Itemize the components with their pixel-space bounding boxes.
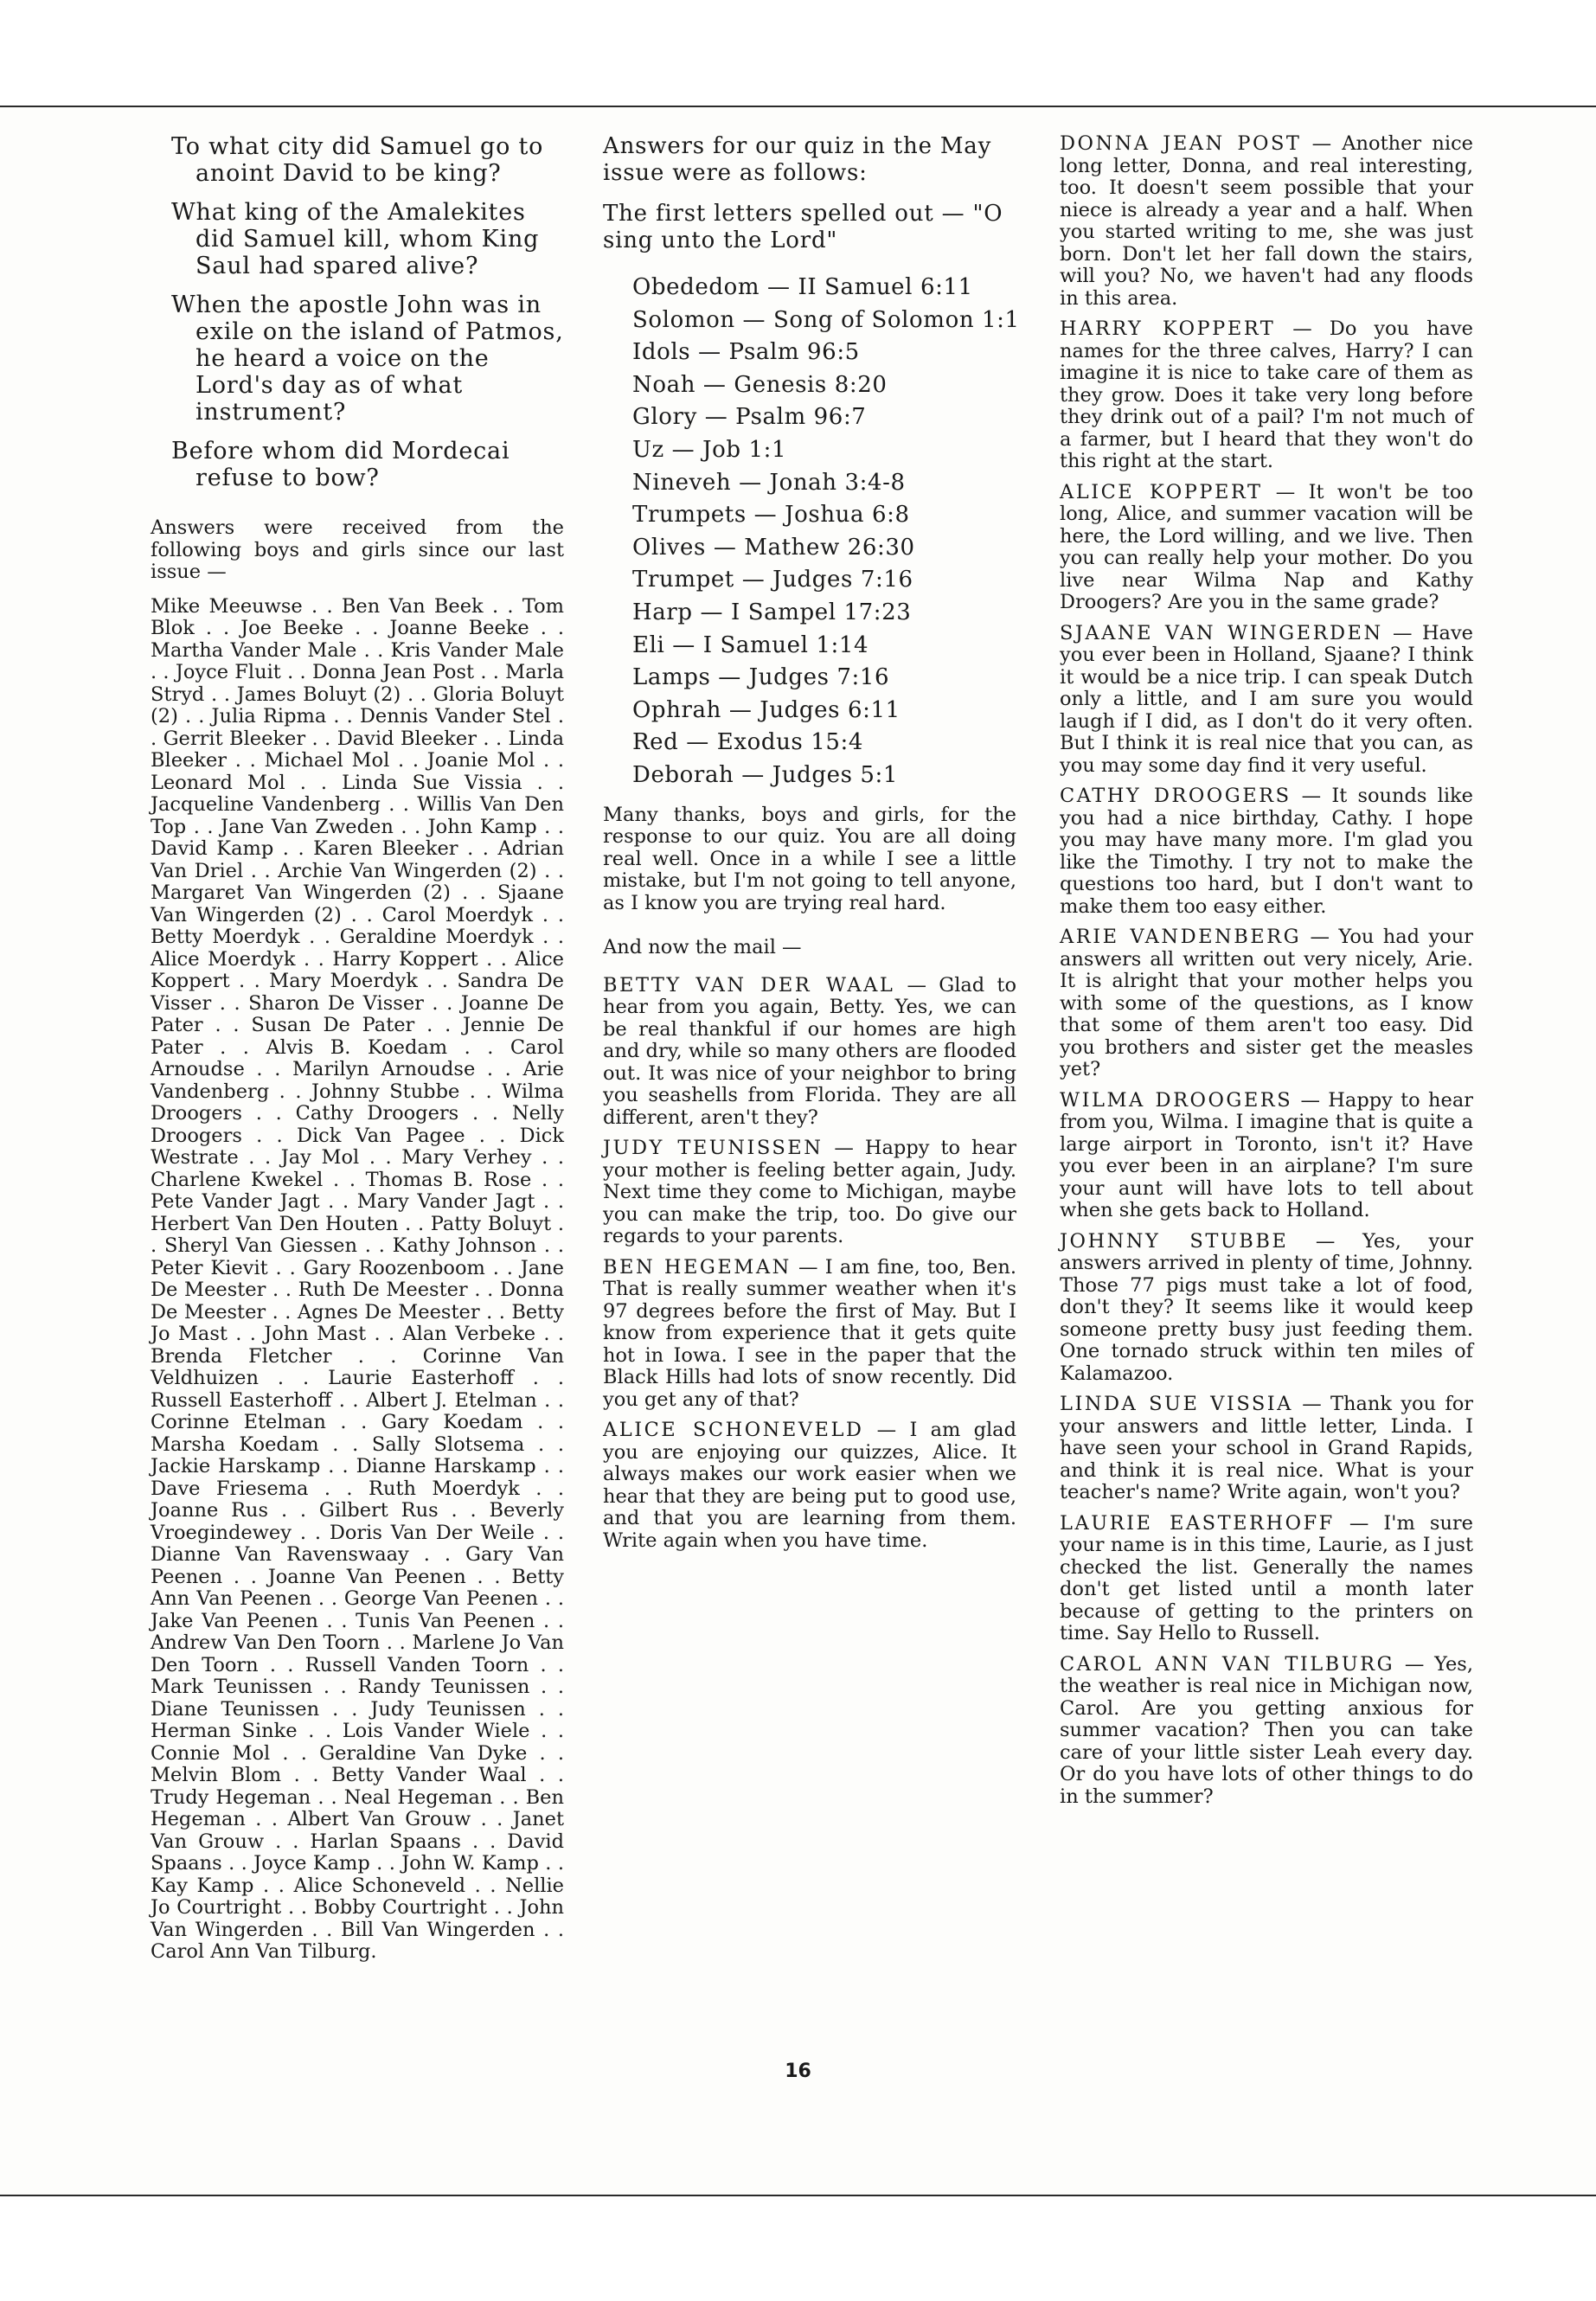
answer-item: Trumpet — Judges 7:16	[632, 567, 913, 593]
names-list: Mike Meeuwse . . Ben Van Beek . . Tom Blok . . Joe Beeke . . Joanne Beeke . . Martha Vander Male . . Kris Vander Male . . Joyce Fluit . . Donna Jean Post . . Marla Stryd . . James Boluyt (2) . . Gloria Boluyt (2) . . Julia Ripma . . Dennis Vander Stel . . Gerrit Bleeker . . David Bleeker . . Linda Bleeker . . Michael Mol . . Joanie Mol . . Leonard Mol . . Linda Sue Vissia . . Jacqueline Vandenberg . . Willis Van Den Top . . Jane Van Zweden . . John Kamp . . David Kamp . . Karen Bleeker . . Adrian Van Driel . . Archie Van Wingerden (2) . . Margaret Van Wingerden (2) . . Sjaane Van Wingerden (2) . . Carol Moerdyk . . Betty Moerdyk . . Geraldine Moerdyk . . Alice Moerdyk . . Harry Koppert . . Alice Koppert . . Mary Moerdyk . . Sandra De Visser . . Sharon De Visser . . Joanne De Pater . . Susan De Pater . . Jennie De Pater . . Alvis B. Koedam . . Carol Arnoudse . . Marilyn Arnoudse . . Arie Vandenberg . . Johnny Stubbe . . Wilma Droogers . . Cathy Droogers . . Nelly Droogers . . Dick Van Pagee . . Dick Westrate . . Jay Mol . . Mary Verhey . . Charlene Kwekel . . Thomas B. Rose . . Pete Vander Jagt . . Mary Vander Jagt . . Herbert Van Den Houten . . Patty Boluyt . . Sheryl Van Giessen . . Kathy Johnson . . Peter Kievit . . Gary Roozenboom . . Jane De Meester . . Ruth De Meester . . Donna De Meester . . Agnes De Meester . . Betty Jo Mast . . John Mast . . Alan Verbeke . . Brenda Fletcher . . Corinne Van Veldhuizen . . Laurie Easterhoff . . Russell Easterhoff . . Albert J. Etelman . . Corinne Etelman . . Gary Koedam . . Marsha Koedam . . Sally Slotsema . . Jackie Harskamp . . Dianne Harskamp . . Dave Friesema . . Ruth Moerdyk . . Joanne Rus . . Gilbert Rus . . Beverly Vroegindewey . . Doris Van Der Weile . . Dianne Van Ravenswaay . . Gary Van Peenen . . Joanne Van Peenen . . Betty Ann Van Peenen . . George Van Peenen . . Jake Van Peenen . . Tunis Van Peenen . . Andrew Van Den Toorn . . Marlene Jo Van Den Toorn . . Russell Vanden Toorn . . Mark Teunissen . . Randy Teunissen . . Diane Teunissen . . Judy Teunissen . . Herman Sinke . . Lois Vander Wiele . . Connie Mol . . Geraldine Van Dyke . . Melvin Blom . . Betty Vander Waal . . Trudy Hegeman . . Neal Hegeman . . Ben Hegeman . . Albert Van Grouw . . Janet Van Grouw . . Harlan Spaans . . David Spaans . . Joyce Kamp . . John W. Kamp . . Kay Kamp . . Alice Schoneveld . . Nellie Jo Courtright . . Bobby Courtright . . John Van Wingerden . . Bill Van Wingerden . . Carol Ann Van Tilburg.	[151, 594, 564, 1963]
answer-item: Solomon — Song of Solomon 1:1	[632, 306, 1020, 333]
answer-item: Nineveh — Jonah 3:4-8	[632, 469, 906, 496]
letter-recipient: CAROL ANN VAN TILBURG	[1060, 1652, 1395, 1676]
column-right	[1060, 133, 1473, 1817]
letter-recipient: LINDA SUE VISSIA	[1060, 1393, 1293, 1415]
letter-text: Yes, the weather is real nice in Michigan now, Carol. Are you getting anxious for summer vacation? Then you can take care of your little sister Leah every day. Or do you have lots of other things to do in the summer?	[1060, 1652, 1473, 1808]
answer-item: Idols — Psalm 96:5	[632, 339, 860, 366]
letter: LINDA SUE VISSIA — Thank you for your answers and little letter, Linda. I have seen your school in Grand Rapids, and think it is real nice. What is your teacher's name? Write again, won't you?	[1060, 1393, 1473, 1503]
letter: ALICE SCHONEVELD — I am glad you are enjoying our quizzes, Alice. It always makes our work easier when we hear that they are being put to good use, and that you are learning from them. Write again when you have time.	[603, 1419, 1016, 1552]
letter-text: You had your answers all written out very nicely, Arie. It is alright that your mother helps you with some of the questions, as I know that some of them aren't too easy. Did you brothers and sister get the measles yet?	[1060, 926, 1473, 1080]
answer-item: Eli — I Samuel 1:14	[632, 631, 869, 658]
letter: LAURIE EASTERHOFF — I'm sure your name is in this time, Laurie, as I just checked the list. Generally the names don't get listed until a month later because of getting to the printers on time. Say Hello to Russell.	[1060, 1511, 1474, 1644]
letter-text: Do you have names for the three calves, Harry? I can imagine it is nice to take care of them as they grow. Does it take very long before they drink out of a pail? I'm not much of a farmer, but I heard that they won't do this right at the start.	[1060, 317, 1474, 472]
answer-item: Red — Exodus 15:4	[632, 729, 864, 756]
letter-text: Glad to hear from you again, Betty. Yes, we can be real thankful if our homes are high and dry, while so many others are flooded out. It was nice of your neighbor to bring you seashells from Florida. They are all different, aren't they?	[603, 973, 1016, 1129]
letter-recipient: HARRY KOPPERT	[1060, 317, 1276, 340]
answer-item: Noah — Genesis 8:20	[632, 371, 888, 398]
answer-item: Lamps — Judges 7:16	[632, 664, 890, 691]
letter: JOHNNY STUBBE — Yes, your answers arrived in plenty of time, Johnny. Those 77 pigs must take a lot of food, don't they? It seems like it would keep someone pretty busy just feeding them. One tornado struck within ten miles of Kalamazoo.	[1060, 1229, 1473, 1385]
letter-text: I am glad you are enjoying our quizzes, Alice. It always makes our work easier when we hear that they are being put to good use, and that you are learning from them. Write again when you have time.	[603, 1419, 1016, 1552]
page-number: 16	[785, 2061, 811, 2082]
letter-text: Yes, your answers arrived in plenty of time, Johnny. Those 77 pigs must take a lot of food, don't they? It seems like it would keep someone pretty busy just feeding them. One tornado struck within ten miles of Kalamazoo.	[1060, 1229, 1473, 1385]
letter-recipient: ARIE VANDENBERG	[1060, 926, 1302, 948]
answers-received-intro: Answers were received from the following boys and girls since our last issue —	[151, 516, 564, 583]
letter-text: It won't be too long, Alice, and summer vacation will be here, the Lord willing, and we live. Then you can really help your mother. Do you live near Wilma Nap and Kathy Droogers? Are you in the same grade?	[1060, 480, 1473, 613]
first-letters-note: The first letters spelled out — "O sing unto the Lord"	[603, 201, 1003, 253]
letter-recipient: CATHY DROOGERS	[1060, 785, 1292, 807]
quiz-question: When the apostle John was in exile on the island of Patmos, he heard a voice on the Lord's day as of what instrument?	[171, 292, 564, 426]
letter: WILMA DROOGERS — Happy to hear from you, Wilma. I imagine that is quite a large airport in Toronto, isn't it? Have you ever been in an airplane? I'm sure your aunt will have lots to tell about when she gets back to Holland.	[1060, 1088, 1473, 1221]
letter-recipient: JOHNNY STUBBE	[1060, 1229, 1289, 1253]
letter: HARRY KOPPERT — Do you have names for the three calves, Harry? I can imagine it is nice to take care of them as they grow. Does it take very long before they drink out of a pail? I'm not much of a farmer, but I heard that they won't do this right at the start.	[1060, 317, 1474, 472]
mail-intro: And now the mail —	[603, 936, 802, 958]
letter-recipient: BEN HEGEMAN	[603, 1255, 792, 1279]
letter: ALICE KOPPERT — It won't be too long, Alice, and summer vacation will be here, the Lord willing, and we live. Then you can really help your mother. Do you live near Wilma Nap and Kathy Droogers? Are you in the same grade?	[1060, 480, 1473, 613]
answers-heading: Answers for our quiz in the May issue were as follows:	[603, 133, 992, 186]
answer-item: Olives — Mathew 26:30	[632, 534, 915, 561]
column-middle	[603, 133, 1020, 1561]
letter: BEN HEGEMAN — I am fine, too, Ben. That is really summer weather when it's 97 degrees before the first of May. But I know from experience that it gets quite hot in Iowa. I see in the paper that the Black Hills had lots of snow recently. Did you get any of that?	[603, 1255, 1017, 1411]
letter-text: It sounds like you had a nice birthday, Cathy. I hope you may have many more. I'm glad you like the Timothy. I try not to make the questions too hard, but I don't want to make them too easy either.	[1060, 785, 1473, 918]
letter: JUDY TEUNISSEN — Happy to hear your mother is feeling better again, Judy. Next time they come to Michigan, maybe you can make the trip, too. Do give our regards to your parents.	[603, 1137, 1016, 1247]
letter-text: Happy to hear from you, Wilma. I imagine that is quite a large airport in Toronto, isn't it? Have you ever been in an airplane? I'm sure your aunt will have lots to tell about when she gets back to Holland.	[1060, 1088, 1473, 1221]
answer-item: Trumpets — Joshua 6:8	[632, 502, 910, 529]
answer-item: Obededom — II Samuel 6:11	[632, 274, 973, 300]
letter-recipient: ALICE KOPPERT	[1060, 480, 1263, 503]
letter: DONNA JEAN POST — Another nice long letter, Donna, and real interesting, too. It doesn't seem possible that your niece is already a year and a half. When you started writing to me, she was just born. Don't let her fall down the stairs, will you? No, we haven't had any floods in this area.	[1060, 132, 1473, 310]
letter: CAROL ANN VAN TILBURG — Yes, the weather is real nice in Michigan now, Carol. Are you getting anxious for summer vacation? Then you can take care of your little sister Leah every day. Or do you have lots of other things to do in the summer?	[1060, 1652, 1473, 1808]
letter-recipient: JUDY TEUNISSEN	[603, 1137, 824, 1159]
quiz-question: Before whom did Mordecai refuse to bow?	[171, 438, 510, 491]
letter-recipient: ALICE SCHONEVELD	[603, 1419, 864, 1441]
thanks-paragraph: Many thanks, boys and girls, for the response to our quiz. You are all doing real well. Once in a while I see a little mistake, but I'm not going to tell anyone, as I know you are trying real hard.	[603, 803, 1016, 914]
quiz-question: To what city did Samuel go to anoint David to be king?	[171, 133, 544, 187]
answer-item: Ophrah — Judges 6:11	[632, 696, 901, 723]
quiz-question: What king of the Amalekites did Samuel kill, whom King Saul had spared alive?	[171, 199, 540, 279]
letter-text: Have you ever been in Holland, Sjaane? I think it would be a nice trip. I can speak Dutch only a little, and I am sure you would laugh if I did, as I don't do it very often. But I think it is real nice that you can, as you may some day find it very useful.	[1060, 621, 1473, 777]
letter-recipient: SJAANE VAN WINGERDEN	[1060, 621, 1383, 644]
letter-text: Thank you for your answers and little letter, Linda. I have seen your school in Grand Rapids, and think it is real nice. What is your teacher's name? Write again, won't you?	[1060, 1393, 1473, 1503]
answer-item: Glory — Psalm 96:7	[632, 404, 867, 431]
answer-item: Deborah — Judges 5:1	[632, 761, 899, 788]
letter-recipient: LAURIE EASTERHOFF	[1060, 1511, 1335, 1535]
letter-text: Happy to hear your mother is feeling better again, Judy. Next time they come to Michigan, maybe you can make the trip, too. Do give our regards to your parents.	[603, 1137, 1016, 1247]
letter-recipient: BETTY VAN DER WAAL	[603, 973, 895, 997]
letter: BETTY VAN DER WAAL — Glad to hear from you again, Betty. Yes, we can be real thankful if our homes are high and dry, while so many others are flooded out. It was nice of your neighbor to bring you seashells from Florida. They are all different, aren't they?	[603, 973, 1016, 1129]
letter-text: Another nice long letter, Donna, and real interesting, too. It doesn't seem possible that your niece is already a year and a half. When you started writing to me, she was just born. Don't let her fall down the stairs, will you? No, we haven't had any floods in this area.	[1060, 132, 1473, 310]
column-left	[151, 133, 564, 1964]
letter: SJAANE VAN WINGERDEN — Have you ever been in Holland, Sjaane? I think it would be a nice trip. I can speak Dutch only a little, and I am sure you would laugh if I did, as I don't do it very often. But I think it is real nice that you can, as you may some day find it very useful.	[1060, 621, 1473, 777]
answer-item: Uz — Job 1:1	[632, 436, 787, 463]
answers-list	[632, 272, 1020, 792]
letter-text: I am fine, too, Ben. That is really summer weather when it's 97 degrees before the first of May. But I know from experience that it gets quite hot in Iowa. I see in the paper that the Black Hills had lots of snow recently. Did you get any of that?	[603, 1255, 1017, 1411]
letter: ARIE VANDENBERG — You had your answers all written out very nicely, Arie. It is alright that your mother helps you with some of the questions, as I know that some of them aren't too easy. Did you brothers and sister get the measles yet?	[1060, 926, 1473, 1080]
answer-item: Harp — I Sampel 17:23	[632, 599, 912, 625]
letter-recipient: DONNA JEAN POST	[1060, 132, 1302, 155]
letter-recipient: WILMA DROOGERS	[1060, 1088, 1293, 1112]
letter: CATHY DROOGERS — It sounds like you had a nice birthday, Cathy. I hope you may have many more. I'm glad you like the Timothy. I try not to make the questions too hard, but I don't want to make them too easy either.	[1060, 785, 1473, 918]
letter-text: I'm sure your name is in this time, Laurie, as I just checked the list. Generally the names don't get listed until a month later because of getting to the printers on time. Say Hello to Russell.	[1060, 1511, 1474, 1644]
